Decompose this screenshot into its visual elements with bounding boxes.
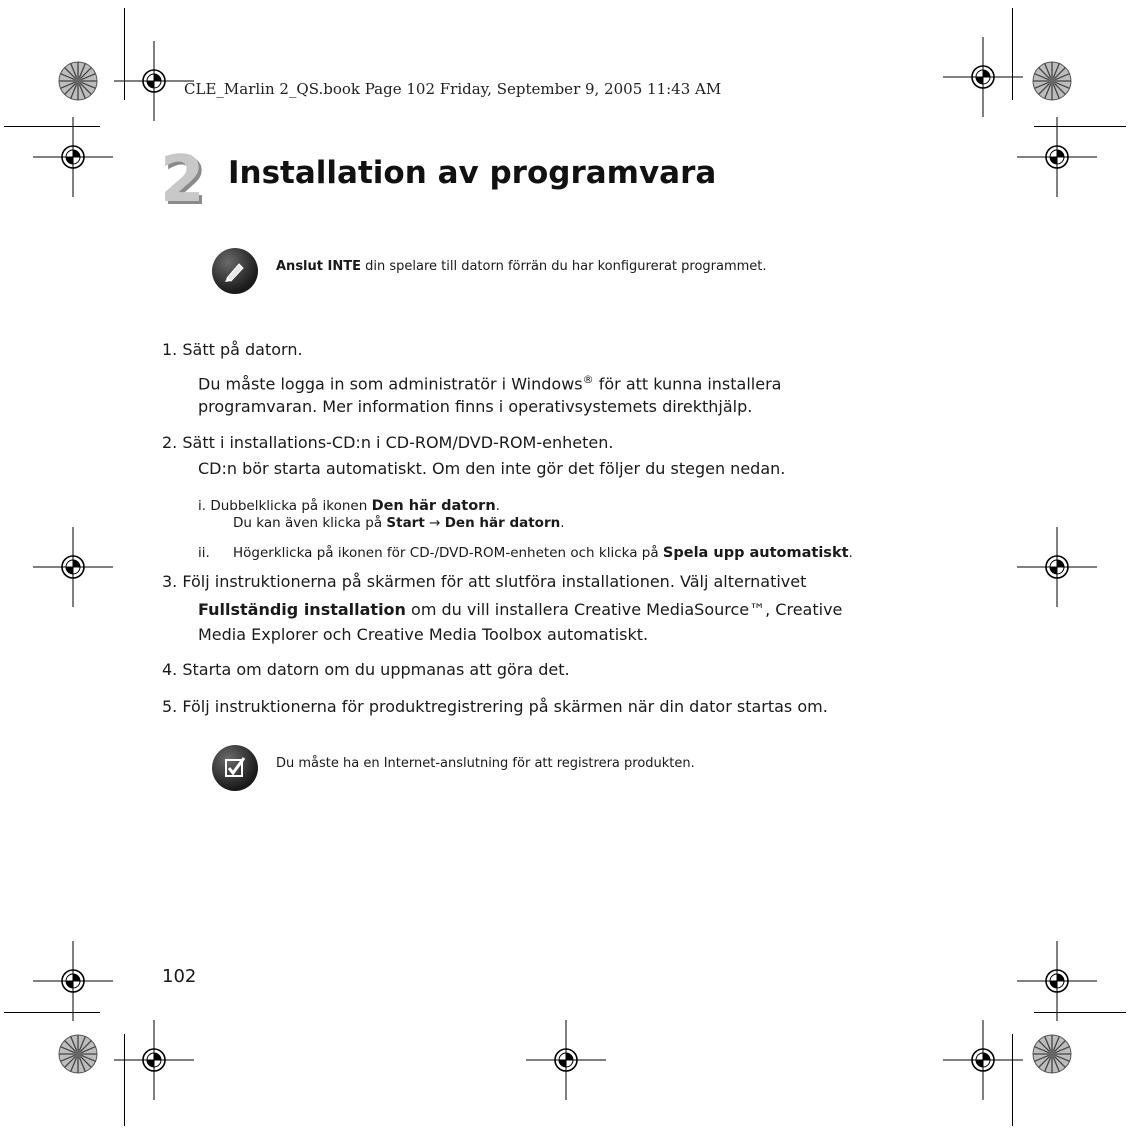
step-3-bold: Fullständig installation bbox=[198, 600, 406, 619]
step-1-label: 1. Sätt på datorn. bbox=[162, 340, 303, 359]
registration-mark-icon bbox=[943, 1020, 1023, 1100]
step-3-label: 3. Följ instruktionerna på skärmen för att slutföra installationen. Välj alternativet bbox=[162, 572, 807, 591]
step-2-label: 2. Sätt i installations-CD:n i CD-ROM/DVD-ROM-enheten. bbox=[162, 433, 614, 452]
sub-i2-bold: Den här datorn bbox=[444, 515, 561, 531]
chapter-number: 2 bbox=[160, 143, 205, 217]
step-2-body: CD:n bör starta automatiskt. Om den inte gör det följer du stegen nedan. bbox=[198, 459, 786, 478]
registration-mark-icon bbox=[33, 117, 113, 197]
sub-i2-text: Du kan även klicka på bbox=[233, 515, 387, 531]
step-2-sub-i-alt: Du kan även klicka på Start → Den här datorn. bbox=[233, 515, 565, 531]
sub-ii-text: Högerklicka på ikonen för CD-/DVD-ROM-enheten och klicka på bbox=[233, 545, 663, 561]
registration-mark-icon bbox=[114, 1020, 194, 1100]
page-title: Installation av programvara bbox=[228, 155, 717, 191]
sub-i2-start: Start bbox=[386, 515, 425, 531]
registration-mark-icon bbox=[1017, 941, 1097, 1021]
step-3-text: om du vill installera Creative MediaSource™, Creative bbox=[405, 600, 843, 619]
step-2-sub-ii-num: ii. bbox=[198, 545, 210, 561]
sub-ii-bold: Spela upp automatiskt bbox=[662, 545, 849, 561]
step-4-label: 4. Starta om datorn om du uppmanas att göra det. bbox=[162, 660, 570, 679]
step-2-sub-ii: Högerklicka på ikonen för CD-/DVD-ROM-enheten och klicka på Spela upp automatiskt. bbox=[233, 545, 853, 561]
step-2-sub-i: i. Dubbelklicka på ikonen Den här datorn. bbox=[198, 498, 500, 514]
note-warning-text: din spelare till datorn förrän du har konfigurerat programmet. bbox=[360, 259, 767, 274]
step-1-text-b: för att kunna installera bbox=[593, 374, 782, 394]
color-calibration-wheel-icon bbox=[59, 1035, 97, 1073]
registration-mark-icon bbox=[943, 37, 1023, 117]
step-1-body-line-1 bbox=[198, 367, 781, 397]
step-3-line-3: Media Explorer och Creative Media Toolbox automatiskt. bbox=[198, 625, 649, 644]
note-info: Du måste ha en Internet-anslutning för att registrera produkten. bbox=[276, 756, 695, 771]
step-3-line-2 bbox=[198, 597, 842, 623]
registration-mark-icon bbox=[526, 1020, 606, 1100]
arrow-icon: → bbox=[424, 515, 445, 531]
color-calibration-wheel-icon bbox=[1033, 1035, 1071, 1073]
checkmark-icon bbox=[212, 745, 258, 791]
note-warning-bold: Anslut INTE bbox=[276, 259, 361, 274]
sub-i-text: i. Dubbelklicka på ikonen bbox=[198, 498, 372, 514]
registration-mark-icon bbox=[33, 527, 113, 607]
registration-mark-icon bbox=[1017, 117, 1097, 197]
step-5-label: 5. Följ instruktionerna för produktregistrering på skärmen när din dator startas om. bbox=[162, 697, 828, 716]
color-calibration-wheel-icon bbox=[59, 62, 97, 100]
registration-mark-icon bbox=[1017, 527, 1097, 607]
color-calibration-wheel-icon bbox=[1033, 62, 1071, 100]
sub-i-bold: Den här datorn bbox=[371, 498, 496, 514]
registration-mark-icon bbox=[33, 941, 113, 1021]
step-1-body-line-2: programvaran. Mer information finns i operativsystemets direkthjälp. bbox=[198, 397, 753, 416]
page-number: 102 bbox=[162, 966, 197, 987]
registered-mark: ® bbox=[582, 373, 594, 386]
note-warning bbox=[276, 259, 767, 274]
print-slug: CLE_Marlin 2_QS.book Page 102 Friday, September 9, 2005 11:43 AM bbox=[184, 80, 722, 98]
registration-mark-icon bbox=[114, 41, 194, 121]
hand-writing-icon bbox=[212, 248, 258, 294]
step-1-text-a: Du måste logga in som administratör i Windows bbox=[198, 374, 583, 394]
